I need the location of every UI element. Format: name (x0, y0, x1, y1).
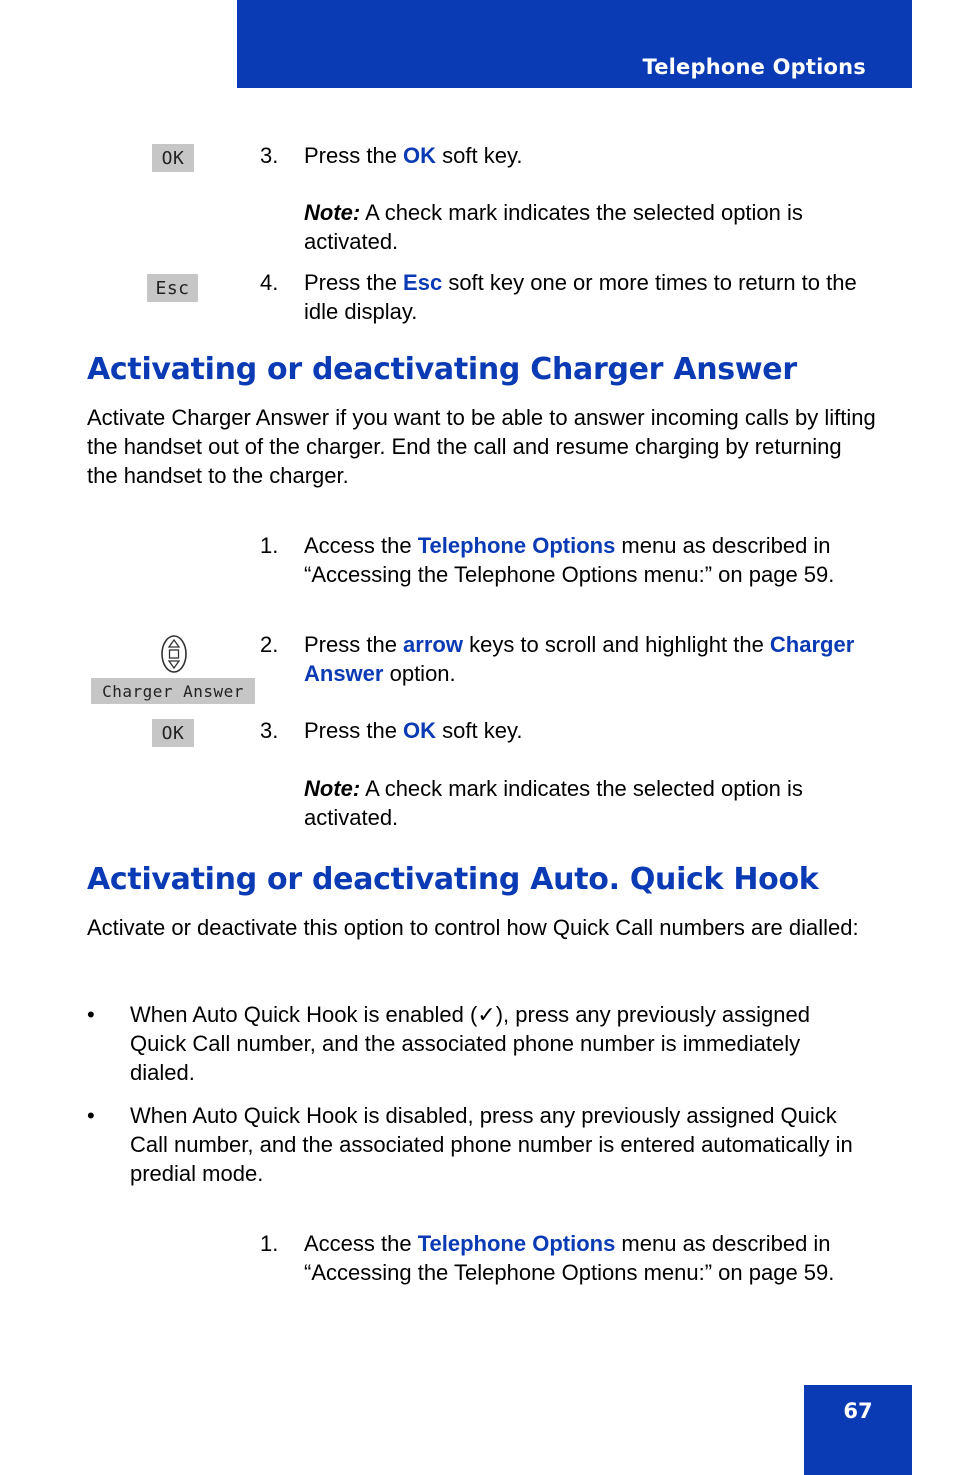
step-text: Access the Telephone Options menu as described in “Accessing the Telephone Options menu:” on page 59. (304, 533, 835, 587)
section-heading-auto-quick-hook: Activating or deactivating Auto. Quick Hook (87, 862, 819, 897)
header-title: Telephone Options (642, 55, 866, 79)
note-label: Note: (304, 776, 361, 801)
esc-softkey (147, 274, 198, 302)
esc-keyword: Esc (403, 270, 443, 295)
telephone-options-keyword: Telephone Options (417, 1231, 616, 1256)
charger-answer-display-label: Charger Answer (102, 681, 244, 701)
page-number-box (804, 1385, 912, 1475)
charger-answer-display (91, 678, 255, 704)
section-description: Activate or deactivate this option to control how Quick Call numbers are dialled: (87, 915, 859, 940)
page-number: 67 (843, 1399, 873, 1423)
esc-softkey-label: Esc (155, 277, 190, 299)
bullet-icon: • (87, 1103, 95, 1128)
step-number: 3. (260, 718, 279, 743)
header-bar (237, 0, 912, 88)
list-item-text: When Auto Quick Hook is disabled, press any previously assigned Quick Call number, and the associated phone number is entered automatically in predial mode. (130, 1103, 853, 1186)
check-mark-icon: ✓ (477, 1002, 496, 1027)
step-text: Press the OK soft key. (304, 718, 523, 743)
step-number: 2. (260, 632, 279, 657)
charger-answer-keyword: Charger Answer (304, 632, 855, 686)
telephone-options-keyword: Telephone Options (417, 533, 616, 558)
ok-softkey-label: OK (161, 722, 185, 744)
step-number: 1. (260, 533, 279, 558)
step-number: 1. (260, 1231, 279, 1256)
step-number: 4. (260, 270, 279, 295)
ok-softkey (152, 719, 194, 747)
arrow-keyword: arrow (403, 632, 463, 657)
note-label: Note: (304, 200, 361, 225)
bullet-icon: • (87, 1002, 95, 1027)
section-heading-charger-answer: Activating or deactivating Charger Answer (87, 352, 797, 387)
step-number: 3. (260, 143, 279, 168)
step-text: Access the Telephone Options menu as described in “Accessing the Telephone Options menu:” on page 59. (304, 1231, 835, 1285)
ok-softkey-label: OK (161, 147, 185, 169)
note-text: Note: A check mark indicates the selected option is activated. (304, 200, 803, 254)
list-item-text: When Auto Quick Hook is enabled (✓), press any previously assigned Quick Call number, and the associated phone number is immediately dialed. (130, 1002, 810, 1085)
ok-softkey (152, 144, 194, 172)
note-text: Note: A check mark indicates the selected option is activated. (304, 776, 803, 830)
step-text: Press the arrow keys to scroll and highlight the Charger Answer option. (304, 632, 855, 686)
section-description: Activate Charger Answer if you want to be able to answer incoming calls by lifting the handset out of the charger. End the call and resume charging by returning the handset to the charger. (87, 405, 876, 488)
ok-keyword: OK (403, 718, 437, 743)
navigation-arrow-keys-icon (160, 634, 188, 674)
ok-keyword: OK (403, 143, 437, 168)
step-text: Press the Esc soft key one or more times to return to the idle display. (304, 270, 857, 324)
step-text: Press the OK soft key. (304, 143, 523, 168)
